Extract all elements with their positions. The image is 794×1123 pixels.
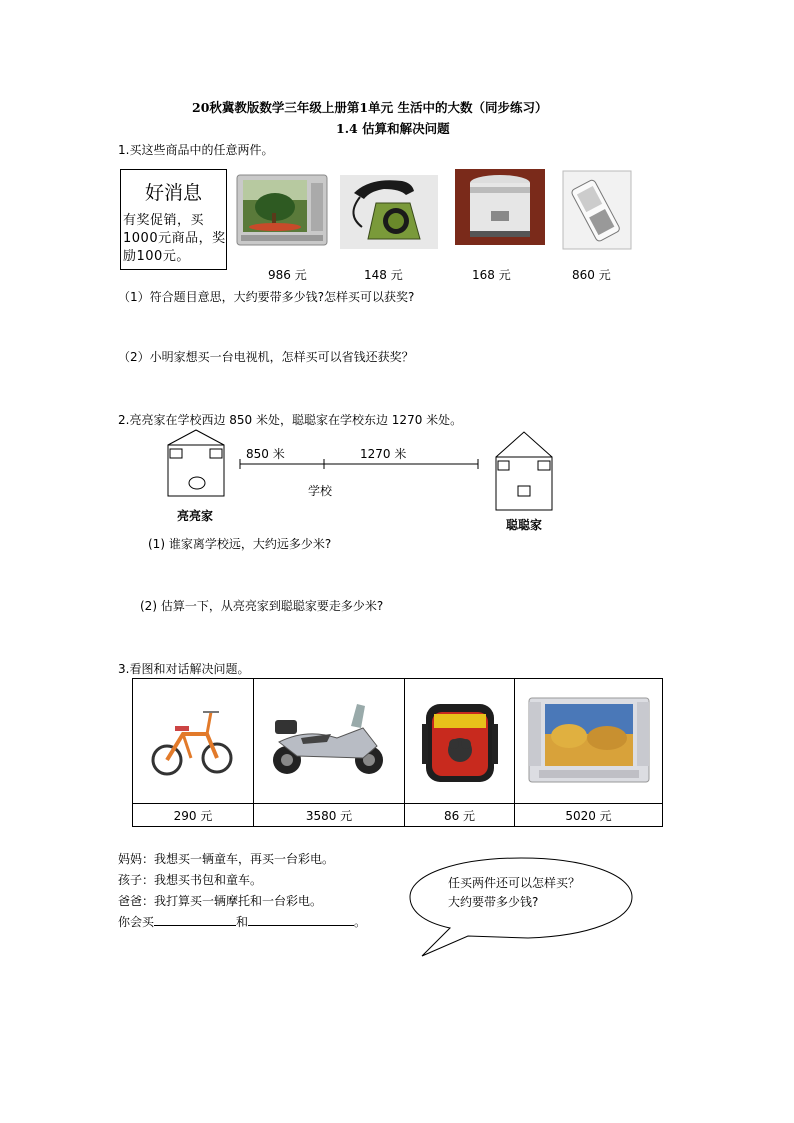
bubble-line-1: 任买两件还可以怎样买？ — [448, 876, 581, 890]
rice-cooker-icon — [455, 169, 545, 245]
dialogue-line-mom: 妈妈：我想买一辆童车，再买一台彩电。 — [118, 852, 335, 866]
left-house-icon — [166, 428, 226, 498]
q1-stem: 1.买这些商品中的任意两件。 — [118, 143, 274, 157]
answer-prefix: 你会买 — [118, 915, 155, 929]
q3-stem: 3.看图和对话解决问题。 — [118, 662, 250, 676]
answer-blank-1[interactable] — [154, 913, 236, 926]
left-house-label: 亮亮家 — [177, 509, 214, 523]
bicycle-icon — [151, 700, 235, 780]
school-label: 学校 — [308, 484, 333, 498]
goods-price: 3580 元 — [254, 804, 405, 827]
left-distance-label: 850 米 — [246, 447, 285, 461]
goods-table — [132, 678, 663, 827]
q2-stem: 2.亮亮家在学校西边 850 米处，聪聪家在学校东边 1270 米处。 — [118, 413, 463, 427]
motorcycle-icon — [267, 698, 391, 782]
section-subtitle: 1.4 估算和解决问题 — [336, 121, 450, 136]
color-tv-icon — [529, 698, 649, 782]
q1-subquestion-1: （1）符合题目意思，大约要带多少钱?怎样买可以获奖? — [118, 290, 415, 304]
backpack-icon — [420, 694, 500, 786]
q2-subquestion-1: (1) 谁家离学校远，大约远多少米? — [148, 537, 332, 551]
product-price: 860 元 — [572, 268, 611, 282]
answer-blank-2[interactable] — [248, 913, 354, 926]
goods-cell — [405, 679, 515, 804]
promotion-notice-box — [120, 169, 227, 270]
q1-subquestion-2: （2）小明家想买一台电视机，怎样买可以省钱还获奖？ — [118, 350, 414, 364]
answer-suffix: 。 — [354, 915, 367, 929]
answer-mid: 和 — [236, 915, 249, 929]
goods-cell — [515, 679, 663, 804]
right-distance-label: 1270 米 — [360, 447, 407, 461]
product-price: 986 元 — [268, 268, 307, 282]
right-house-icon — [494, 430, 556, 512]
answer-line — [118, 913, 366, 930]
dialogue-line-child: 孩子：我想买书包和童车。 — [118, 873, 263, 887]
goods-cell — [254, 679, 405, 804]
goods-price: 86 元 — [405, 804, 515, 827]
product-price: 168 元 — [472, 268, 511, 282]
notice-body: 有奖促销，买1000元商品，奖励100元。 — [123, 213, 226, 264]
product-price: 148 元 — [364, 268, 403, 282]
page-title: 20秋冀教版数学三年级上册第1单元 生活中的大数（同步练习） — [192, 100, 548, 115]
goods-price: 290 元 — [133, 804, 254, 827]
telephone-icon — [340, 175, 438, 249]
tv-icon — [237, 175, 327, 245]
bubble-line-2: 大约要带多少钱? — [448, 895, 539, 909]
notice-heading: 好消息 — [144, 182, 202, 204]
mobile-phone-icon — [563, 171, 631, 249]
q2-subquestion-2: (2) 估算一下，从亮亮家到聪聪家要走多少米? — [140, 599, 384, 613]
goods-image-row — [133, 679, 663, 804]
right-house-label: 聪聪家 — [506, 518, 543, 532]
goods-cell — [133, 679, 254, 804]
dialogue-line-dad: 爸爸：我打算买一辆摩托和一台彩电。 — [118, 894, 323, 908]
goods-price: 5020 元 — [515, 804, 663, 827]
goods-price-row — [133, 804, 663, 827]
